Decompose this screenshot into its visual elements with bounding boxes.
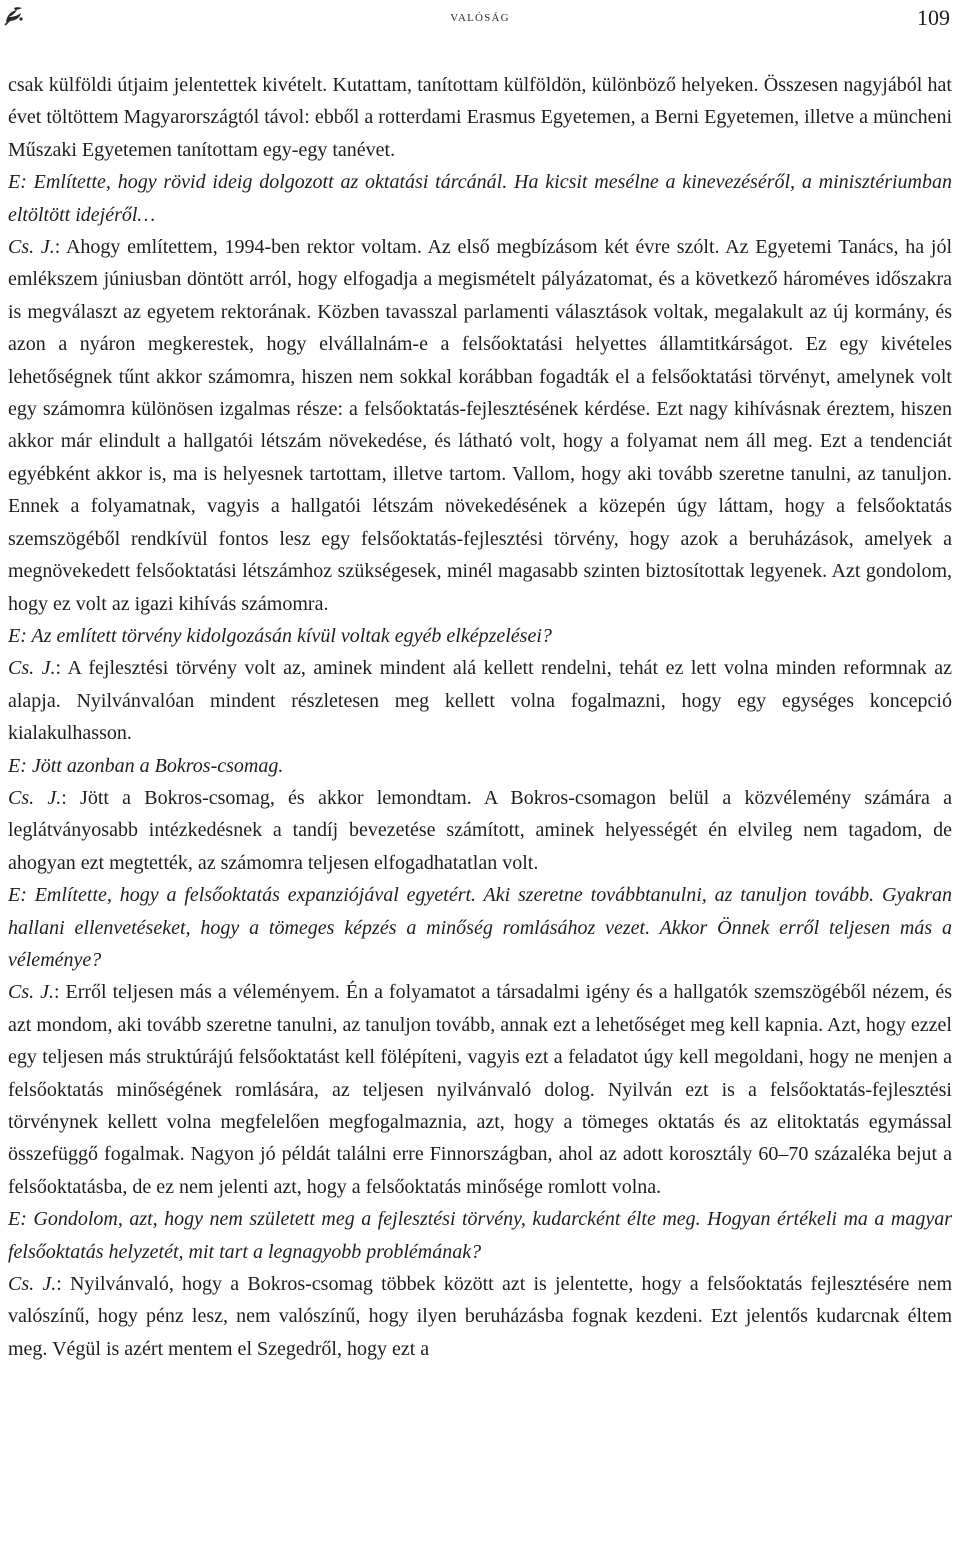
section-title: valóság: [450, 9, 510, 25]
interviewer-question: [8, 620, 952, 652]
interviewee-answer: [8, 1268, 952, 1365]
interviewer-question: [8, 879, 952, 976]
speaker-label: Cs. J.: [8, 236, 55, 259]
paragraph-text: : Nyilvánvaló, hogy a Bokros-csomag többek között azt is jelentette, hogy a felsőoktatás fejlesztésére nem valószínű, hogy pénz lesz, nem valószínű, hogy ilyen beruházásba fognak kezdeni. Ezt jelentős kudarcnak éltem meg. Végül is azért mentem el Szegedről, hogy ezt a: [8, 1273, 953, 1360]
interviewee-answer: [8, 782, 952, 879]
paragraph-text: E: Gondolom, azt, hogy nem született meg a fejlesztési törvény, kudarcként élte meg. Hogyan értékeli ma a magyar felsőoktatás helyzetét, mit tart a legnagyobb problémának?: [8, 1208, 952, 1263]
paragraph-text: E: Az említett törvény kidolgozásán kívül voltak egyéb elképzelései?: [8, 624, 552, 647]
interviewer-question: [8, 750, 952, 782]
speaker-label: Cs. J.: [8, 786, 62, 809]
paragraph-text: E: Jött azonban a Bokros-csomag.: [8, 754, 284, 777]
interviewer-question: [8, 166, 952, 231]
paragraph-text: : A fejlesztési törvény volt az, aminek mindent alá kellett rendelni, tehát ez lett volna minden reformnak az alapja. Nyilvánvalóan mindent részletesen meg kellett volna fogalmazni, hogy egy egységes koncepció kialakulhasson.: [8, 657, 952, 745]
speaker-label: Cs. J.: [8, 1273, 57, 1296]
paragraph-text: : Erről teljesen más a véleményem. Én a folyamatot a társadalmi igény és a hallgatók szemszögéből nézem, és azt mondom, aki tovább szeretne tanulni, az tanuljon tovább, annak ezt a lehetőséget meg kell kapnia. Azt, hogy ezzel egy teljesen más struktúrájú felsőoktatást kell fölépíteni, vagyis ezt a feladatot úgy kell megoldani, hogy ne menjen a felsőoktatás minőségének romlására, az teljesen nyilvánvaló dolog. Nyilván ezt is a felsőoktatás-fejlesztési törvénynek kellett volna megfelelően megfogalmaznia, azt, hogy a tömeges oktatás és az elitoktatás egymással összefüggő fogalmak. Nagyon jó példát találni erre Finnországban, ahol az adott korosztály 60–70 százaléka bejut a felsőoktatásba, de ez nem jelenti azt, hogy a felsőoktatás minősége romlott volna.: [8, 981, 952, 1198]
speaker-label: Cs. J.: [8, 657, 56, 680]
article-body: [8, 69, 952, 1365]
paragraph-text: E: Említette, hogy a felsőoktatás expanziójával egyetért. Aki szeretne továbbtanulni, az tanuljon tovább. Gyakran hallani ellenvetéseket, hogy a tömeges képzés a minőség romlásához vezet. Akkor Önnek erről teljesen más a véleménye?: [8, 884, 952, 971]
interviewee-answer: [8, 976, 952, 1203]
speaker-label: Cs. J.: [8, 981, 54, 1004]
paragraph-text: csak külföldi útjaim jelentettek kivételt. Kutattam, tanítottam külföldön, különböző helyeken. Összesen nagyjából hat évet töltöttem Magyarországtól távol: ebből a rotterdami Erasmus Egyetemen, a Berni Egyetemen, illetve a müncheni Műszaki Egyetemen tanítottam egy-egy tanévet.: [8, 74, 952, 161]
paragraph-text: E: Említette, hogy rövid ideig dolgozott az oktatási tárcánál. Ha kicsit mesélne a kinevezéséről, a minisztériumban eltöltött idejéről…: [8, 171, 952, 226]
paragraph-text: : Ahogy említettem, 1994-ben rektor voltam. Az első megbízásom két évre szólt. Az Egyetemi Tanács, ha jól emlékszem júniusban döntött arról, hogy elfogadja a megismételt pályázatomat, és a következő hároméves időszakra is megválaszt az egyetem rektorának. Közben tavasszal parlamenti választások voltak, megalakult az új kormány, és azon a nyáron megkerestek, hogy elvállalnám-e a felsőoktatási helyettes államtitkárságot. Ez egy kivételes lehetőségnek tűnt akkor számomra, hiszen nem sokkal korábban fogadták el a felsőoktatási törvényt, amelynek volt egy számomra különösen izgalmas része: a felsőoktatás-fejlesztésének kérdése. Ezt nagy kihívásnak éreztem, hiszen akkor már elindult a hallgatói létszám növekedése, és látható volt, hogy a folyamat nem áll meg. Ezt a tendenciát egyébként akkor is, ma is helyesnek tartottam, illetve tartom. Vallom, hogy aki tovább szeretne tanulni, az tanuljon. Ennek a folyamatnak, vagyis a hallgatói létszám növekedésének a közepén úgy láttam, hogy a felsőoktatás szemszögéből rendkívül fontos lesz egy felsőoktatás-fejlesztési törvény, hogy azok a beruházások, amelyek a megnövekedett felsőoktatási létszámhoz szükségesek, minél magasabb szinten biztosítottak legyenek. Azt gondolom, hogy ez volt az igazi kihívás számomra.: [8, 236, 953, 615]
interviewee-answer: [8, 69, 952, 166]
running-head: [0, 5, 960, 31]
paragraph-text: : Jött a Bokros-csomag, és akkor lemondtam. A Bokros-csomagon belül a közvélemény számára a leglátványosabb intézkedésnek a tandíj bevezetése számított, aminek helyességét én elvileg nem tagadom, de ahogyan ezt megtették, az számomra teljesen elfogadhatatlan volt.: [8, 786, 953, 874]
page-number: 109: [917, 5, 950, 30]
interviewer-question: [8, 1203, 952, 1268]
interviewee-answer: [8, 652, 952, 749]
interviewee-answer: [8, 231, 952, 620]
